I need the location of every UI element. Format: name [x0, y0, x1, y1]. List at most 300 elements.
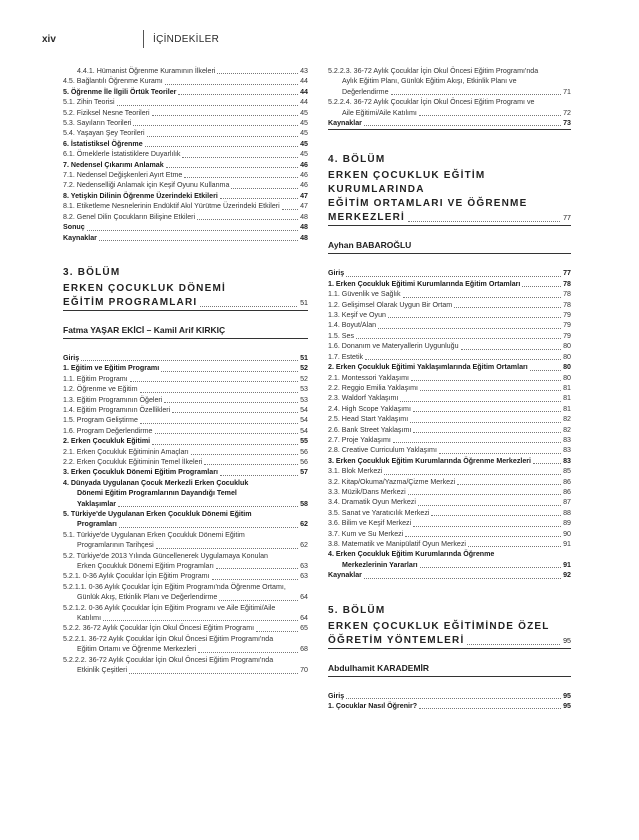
toc-entry: [328, 701, 571, 711]
toc-entry-title: 2.4. High Scope Yaklaşımı: [328, 404, 411, 413]
toc-entry-page: 64: [300, 593, 308, 602]
toc-list: [328, 691, 571, 712]
toc-entry-page: 77: [563, 269, 571, 278]
toc-entry-title: 2.2. Reggio Emilia Yaklaşımı: [328, 383, 419, 392]
dot-leader: [420, 390, 561, 391]
toc-entry: [63, 405, 308, 415]
toc-entry-page: 57: [300, 468, 308, 477]
toc-entry-title: 5. Türkiye'de Uygulanan Erken Çocukluk Dönemi Eğitim: [63, 510, 252, 518]
toc-entry: [63, 222, 308, 232]
toc-entry-title: Erken Çocukluk Dönemi Eğitim Programları: [77, 562, 214, 571]
toc-entry-page: 58: [300, 499, 308, 508]
dot-leader: [413, 411, 561, 412]
dot-leader: [419, 708, 561, 709]
toc-entry-title: Aile Eğitimi/Aile Katılımı: [342, 108, 417, 117]
toc-entry-page: 45: [300, 108, 308, 117]
dot-leader: [178, 94, 298, 95]
toc-entry-page: 78: [563, 279, 571, 288]
dot-leader: [204, 464, 298, 465]
toc-entry: [63, 561, 308, 571]
toc-entry-page: 95: [563, 691, 571, 700]
toc-entry: [63, 530, 308, 540]
toc-entry-page: 62: [300, 541, 308, 550]
toc-entry-title: 5.2.2.3. 36-72 Aylık Çocuklar İçin Okul Öncesi Eğitim Programı'nda: [328, 67, 539, 75]
toc-entry: [63, 395, 308, 405]
toc-entry: [63, 149, 308, 159]
dot-leader: [393, 442, 561, 443]
toc-entry-page: 45: [300, 139, 308, 148]
toc-entry: [63, 139, 308, 149]
toc-entry-title: Programları: [77, 520, 117, 529]
toc-entry-title: 1. Çocuklar Nasıl Öğrenir?: [328, 702, 418, 711]
toc-entry-title: 5.4. Yaşayan Şey Teorileri: [63, 129, 145, 138]
dot-leader: [419, 115, 561, 116]
toc-entry: [63, 374, 308, 384]
toc-entry: [63, 87, 308, 97]
toc-entry-title: Kaynaklar: [328, 119, 362, 128]
toc-entry: [328, 549, 571, 559]
page-title: İÇİNDEKİLER: [153, 34, 220, 45]
chapter-page: 95: [563, 636, 571, 645]
toc-entry-page: 43: [300, 67, 308, 75]
toc-entry-page: 79: [563, 331, 571, 340]
toc-entry: [63, 540, 308, 550]
toc-entry: [328, 362, 571, 372]
toc-entry: [328, 445, 571, 455]
dot-leader: [461, 349, 562, 350]
chapter-number: 5. BÖLÜM: [328, 604, 386, 616]
toc-entry-title: Katılımı: [77, 614, 102, 623]
toc-entry-title: 5.2.1. 0-36 Aylık Çocuklar İçin Eğitim Programı: [63, 572, 210, 581]
chapter-title-line: [328, 634, 571, 649]
toc-entry-page: 65: [300, 624, 308, 633]
dot-leader: [378, 328, 561, 329]
toc-entry: [63, 415, 308, 425]
dot-leader: [152, 444, 298, 445]
toc-entry-title: 3.7. Kum ve Su Merkezi: [328, 529, 404, 538]
toc-entry: [328, 279, 571, 289]
toc-entry: [328, 310, 571, 320]
toc-entry-page: 46: [300, 181, 308, 190]
dot-leader: [182, 157, 298, 158]
toc-entry-page: 80: [563, 373, 571, 382]
dot-leader: [533, 463, 561, 464]
chapter-title: EĞİTİM ORTAMLARI VE ÖĞRENME: [328, 198, 528, 210]
toc-entry-page: 68: [300, 645, 308, 654]
toc-entry-page: 87: [563, 498, 571, 507]
toc-entry: [63, 66, 308, 76]
toc-entry-title: 2. Erken Çocukluk Eğitimi Yaklaşımlarında Eğitim Ortamları: [328, 363, 528, 372]
toc-entry-title: 5.2.2. 36-72 Aylık Çocuklar İçin Okul Öncesi Eğitim Programı: [63, 624, 255, 633]
toc-entry-page: 53: [300, 385, 308, 394]
toc-entry-page: 88: [563, 508, 571, 517]
toc-entry: [63, 436, 308, 446]
toc-entry-page: 52: [300, 364, 308, 373]
toc-entry-title: Etkinlik Çeşitleri: [77, 666, 128, 675]
toc-entry: [328, 487, 571, 497]
toc-entry-page: 63: [300, 572, 308, 581]
toc-entry: [63, 170, 308, 180]
toc-entry: [63, 108, 308, 118]
toc-entry: [328, 300, 571, 310]
dot-leader: [219, 600, 298, 601]
dot-leader: [346, 276, 561, 277]
dot-leader: [130, 381, 298, 382]
toc-entry-title: 6.1. Örneklerle İstatistiklere Duyarlılık: [63, 150, 181, 159]
toc-entry-page: 48: [300, 233, 308, 242]
toc-entry: [63, 384, 308, 394]
toc-entry-title: 1.4. Eğitim Programının Özellikleri: [63, 405, 171, 414]
toc-entry-title: 5.2.1.1. 0-36 Aylık Çocuklar İçin Eğitim Programı'nda Öğrenme Ortamı,: [63, 582, 286, 591]
toc-entry-title: 2.7. Proje Yaklaşımı: [328, 435, 391, 444]
dot-leader: [129, 673, 298, 674]
toc-entry-page: 72: [563, 108, 571, 117]
toc-entry-title: 2.1. Erken Çocukluk Eğitiminin Amaçları: [63, 447, 189, 456]
dot-leader: [81, 360, 298, 361]
toc-entry-title: Yaklaşımlar: [77, 499, 117, 508]
toc-entry-page: 83: [563, 456, 571, 465]
toc-entry: [328, 404, 571, 414]
chapter-title: MERKEZLERİ: [328, 212, 405, 224]
toc-entry: [328, 352, 571, 362]
toc-entry-title: 1. Erken Çocukluk Eğitimi Kurumlarında Eğitim Ortamları: [328, 279, 521, 288]
dot-leader: [220, 198, 298, 199]
dot-leader: [418, 505, 561, 506]
toc-entry-page: 53: [300, 395, 308, 404]
toc-entry-page: 62: [300, 520, 308, 529]
header-divider: [143, 30, 144, 48]
toc-entry: [328, 570, 571, 580]
chapter-number: 4. BÖLÜM: [328, 154, 386, 166]
chapter-title-line: [63, 296, 308, 311]
toc-entry-page: 45: [300, 150, 308, 159]
dot-leader: [155, 433, 299, 434]
toc-entry-page: 91: [563, 560, 571, 569]
chapter-title: EĞİTİM PROGRAMLARI: [63, 296, 198, 308]
toc-entry: [63, 467, 308, 477]
toc-entry-page: 54: [300, 405, 308, 414]
dot-leader: [184, 177, 298, 178]
toc-list: [328, 66, 571, 130]
toc-entry: [328, 393, 571, 403]
toc-entry-title: 7.1. Nedensel Değişkenleri Ayırt Etme: [63, 171, 183, 180]
toc-entry: [63, 623, 308, 633]
toc-entry-title: 2.6. Bank Street Yaklaşımı: [328, 425, 412, 434]
toc-entry-title: Merkezlerinin Yararları: [342, 560, 418, 569]
dot-leader: [191, 454, 298, 455]
chapter-title: ERKEN ÇOCUKLUK EĞİTİMİNDE ÖZEL: [328, 620, 550, 632]
toc-entry: [328, 456, 571, 466]
toc-entry-title: 1. Eğitim ve Eğitim Programı: [63, 364, 160, 373]
toc-entry: [63, 499, 308, 509]
toc-entry-title: 5.1. Zihin Teorisi: [63, 98, 115, 107]
toc-entry-title: 4. Erken Çocukluk Eğitim Kurumlarında Öğrenme: [328, 550, 495, 559]
toc-entry-page: 86: [563, 487, 571, 496]
dot-leader: [408, 494, 561, 495]
toc-entry-page: 71: [563, 87, 571, 96]
chapter-page: 77: [563, 214, 571, 223]
toc-entry-page: 44: [300, 77, 308, 86]
toc-entry: [328, 497, 571, 507]
toc-entry-page: 46: [300, 171, 308, 180]
toc-entry-title: 2.5. Head Start Yaklaşımı: [328, 415, 409, 424]
toc-entry: [63, 233, 308, 243]
toc-entry: [328, 268, 571, 278]
toc-entry-title: 1.3. Eğitim Programının Öğeleri: [63, 395, 163, 404]
dot-leader: [410, 422, 561, 423]
toc-entry-title: 1.2. Öğrenme ve Eğitim: [63, 385, 138, 394]
toc-entry-title: 1.5. Ses: [328, 331, 355, 340]
toc-entry-title: Programlarının Tarihçesi: [77, 541, 154, 550]
toc-entry-page: 51: [300, 353, 308, 362]
toc-entry-page: 95: [563, 702, 571, 711]
toc-entry-title: 6. İstatistiksel Öğrenme: [63, 139, 143, 148]
chapter-title: ERKEN ÇOCUKLUK EĞİTİM KURUMLARINDA: [328, 170, 486, 196]
toc-entry-title: Giriş: [328, 691, 345, 700]
dot-leader: [166, 167, 298, 168]
toc-entry-page: 44: [300, 87, 308, 96]
toc-entry: [328, 518, 571, 528]
toc-entry: [328, 508, 571, 518]
toc-entry: [328, 691, 571, 701]
toc-entry: [328, 539, 571, 549]
toc-entry: [63, 191, 308, 201]
toc-entry-title: Giriş: [63, 353, 80, 362]
toc-entry-title: Eğitim Ortamı ve Öğrenme Merkezleri: [77, 645, 197, 654]
toc-entry-title: 1.1. Güvenlik ve Sağlık: [328, 290, 401, 299]
toc-entry: [63, 478, 308, 488]
toc-entry: [328, 320, 571, 330]
toc-entry-title: 4. Dünyada Uygulanan Çocuk Merkezli Erken Çocukluk: [63, 478, 249, 487]
toc-entry-page: 48: [300, 212, 308, 221]
dot-leader: [413, 526, 561, 527]
chapter-authors: Abdulhamit KARADEMİR: [328, 663, 571, 677]
dot-leader: [413, 432, 561, 433]
toc-entry: [328, 560, 571, 570]
toc-entry-page: 89: [563, 519, 571, 528]
toc-entry-page: 54: [300, 426, 308, 435]
toc-entry-page: 82: [563, 425, 571, 434]
toc-entry-title: 3.8. Matematik ve Manipülatif Oyun Merkezi: [328, 540, 466, 548]
toc-entry-title: 2.3. Waldorf Yaklaşımı: [328, 394, 399, 403]
toc-entry-title: 3.1. Blok Merkezi: [328, 467, 383, 476]
toc-entry: [63, 180, 308, 190]
dot-leader: [403, 297, 562, 298]
toc-entry: [63, 488, 308, 498]
toc-entry-page: 80: [563, 352, 571, 361]
dot-leader: [145, 146, 298, 147]
dot-leader: [119, 527, 298, 528]
toc-entry-page: 78: [563, 300, 571, 309]
toc-entry-title: Günlük Akış, Etkinlik Planı ve Değerlendirme: [77, 593, 218, 602]
toc-left-column: [63, 66, 308, 676]
toc-entry-page: 44: [300, 98, 308, 107]
toc-entry: [63, 655, 308, 665]
toc-entry: [63, 603, 308, 613]
dot-leader: [522, 286, 561, 287]
dot-leader: [364, 578, 561, 579]
toc-entry: [328, 97, 571, 107]
dot-leader: [282, 209, 298, 210]
toc-entry-title: 8.2. Genel Dilin Çocukların Bilişine Etkileri: [63, 212, 196, 221]
chapter-5: [328, 605, 571, 712]
toc-entry-title: Giriş: [328, 269, 345, 278]
chapter-title-line: [328, 197, 571, 211]
toc-entry: [328, 108, 571, 118]
dot-leader: [99, 240, 298, 241]
toc-entry-title: Kaynaklar: [63, 233, 97, 242]
chapter-title-line: [328, 211, 571, 226]
toc-entry-page: 91: [563, 540, 571, 548]
dot-leader: [161, 371, 298, 372]
dot-leader: [118, 506, 298, 507]
toc-entry-title: 3.6. Bilim ve Keşif Merkezi: [328, 519, 412, 528]
toc-entry-title: 1.7. Estetik: [328, 352, 364, 361]
toc-entry-page: 54: [300, 416, 308, 425]
toc-entry-page: 82: [563, 415, 571, 424]
toc-entry-title: 2.8. Creative Curriculum Yaklaşımı: [328, 446, 437, 455]
toc-entry-title: 7. Nedensel Çıkarımı Anlamak: [63, 160, 164, 169]
dot-leader: [400, 401, 561, 402]
dot-leader: [468, 546, 561, 547]
toc-entry: [328, 383, 571, 393]
toc-entry: [328, 425, 571, 435]
toc-entry: [63, 457, 308, 467]
dot-leader: [346, 698, 561, 699]
chapter-title: ÖĞRETİM YÖNTEMLERİ: [328, 634, 465, 646]
toc-entry-title: 1.3. Keşif ve Oyun: [328, 311, 386, 320]
toc-entry-title: 7.2. Nedenselliği Anlamak için Keşif Oyunu Kullanma: [63, 181, 230, 190]
toc-entry-page: 73: [563, 119, 571, 128]
toc-entry: [328, 331, 571, 341]
dot-leader: [165, 84, 298, 85]
dot-leader: [198, 652, 298, 653]
toc-entry-page: 55: [300, 437, 308, 446]
chapter-authors: Fatma YAŞAR EKİCİ – Kamil Arif KIRKIÇ: [63, 325, 308, 339]
toc-entry-page: 80: [563, 342, 571, 351]
toc-list: [63, 353, 308, 676]
page-number: xiv: [42, 34, 56, 45]
toc-entry-title: 1.2. Gelişimsel Olarak Uygun Bir Ortam: [328, 300, 453, 309]
toc-entry: [328, 76, 571, 86]
toc-entry: [63, 665, 308, 675]
toc-entry-title: 1.4. Boyut/Alan: [328, 321, 377, 330]
dot-leader: [411, 380, 561, 381]
chapter-title-line: [328, 169, 571, 197]
dot-leader: [197, 219, 298, 220]
toc-entry-page: 81: [563, 394, 571, 403]
chapter-3: [63, 267, 308, 676]
toc-entry-page: 48: [300, 223, 308, 232]
toc-entry-page: 90: [563, 529, 571, 538]
toc-entry-page: 45: [300, 129, 308, 138]
toc-entry-page: 56: [300, 457, 308, 466]
toc-entry: [63, 634, 308, 644]
toc-entry-title: 3. Erken Çocukluk Eğitim Kurumlarında Öğrenme Merkezleri: [328, 456, 532, 465]
toc-entry: [63, 592, 308, 602]
toc-entry-page: 78: [563, 290, 571, 299]
toc-entry-title: 5.2.2.2. 36-72 Aylık Çocuklar İçin Okul Öncesi Eğitim Programı'nda: [63, 655, 274, 664]
toc-entry-page: 45: [300, 119, 308, 128]
toc-entry-title: 5.2. Türkiye'de 2013 Yılında Güncellenerek Uygulamaya Konulan: [63, 551, 268, 560]
toc-entry: [63, 201, 308, 211]
toc-entry: [328, 341, 571, 351]
dot-leader: [133, 125, 298, 126]
dot-leader: [140, 392, 299, 393]
dot-leader: [140, 423, 298, 424]
toc-entry: [63, 212, 308, 222]
chapter-authors: Ayhan BABAROĞLU: [328, 240, 571, 254]
dot-leader: [156, 548, 298, 549]
dot-leader: [152, 115, 299, 116]
toc-entry: [63, 447, 308, 457]
toc-entry: [328, 373, 571, 383]
chapter-page: 51: [300, 298, 308, 307]
chapter-4: [328, 154, 571, 580]
dot-leader: [216, 568, 298, 569]
dot-leader: [405, 536, 561, 537]
dot-leader: [439, 453, 561, 454]
toc-entry-page: 47: [300, 202, 308, 211]
toc-entry: [328, 87, 571, 97]
toc-entry-title: 3. Erken Çocukluk Dönemi Eğitim Programları: [63, 468, 218, 477]
toc-entry: [328, 477, 571, 487]
toc-right-column: [328, 66, 571, 711]
toc-entry-page: 86: [563, 477, 571, 486]
dot-leader: [365, 359, 561, 360]
dot-leader: [391, 94, 562, 95]
toc-entry-title: 3.4. Dramatik Oyun Merkezi: [328, 498, 416, 507]
dot-leader: [164, 402, 298, 403]
toc-entry: [63, 363, 308, 373]
toc-list: [63, 66, 308, 243]
toc-entry: [63, 128, 308, 138]
toc-entry-page: 83: [563, 446, 571, 455]
chapter-title-line: [328, 620, 571, 634]
toc-entry: [63, 551, 308, 561]
dot-leader: [364, 125, 561, 126]
dot-leader: [103, 620, 298, 621]
toc-entry-title: 5.2.1.2. 0-36 Aylık Çocuklar İçin Eğitim Programı ve Aile Eğitimi/Aile: [63, 603, 276, 612]
dot-leader: [530, 370, 561, 371]
toc-entry: [328, 66, 571, 76]
toc-entry: [63, 582, 308, 592]
toc-entry: [63, 353, 308, 363]
chapter-number: 3. BÖLÜM: [63, 266, 121, 278]
toc-entry: [63, 644, 308, 654]
dot-leader: [231, 188, 298, 189]
toc-entry-title: 1.5. Program Geliştirme: [63, 416, 138, 425]
toc-entry: [63, 613, 308, 623]
toc-entry-page: 63: [300, 562, 308, 571]
toc-list: [328, 268, 571, 580]
dot-leader: [457, 484, 561, 485]
dot-leader: [217, 73, 298, 74]
toc-entry-page: 56: [300, 447, 308, 456]
chapter-title-line: [63, 282, 308, 296]
toc-entry-page: 64: [300, 614, 308, 623]
toc-entry-title: 1.6. Program Değerlendirme: [63, 426, 153, 435]
toc-entry-title: Sonuç: [63, 223, 85, 232]
toc-entry-title: 5.3. Sayıların Teorileri: [63, 119, 132, 128]
toc-entry: [63, 426, 308, 436]
dot-leader: [256, 631, 298, 632]
toc-entry-title: 4.4.1. Hümanist Öğrenme Kuramının İlkeleri: [77, 67, 216, 75]
toc-entry-page: 83: [563, 435, 571, 444]
toc-entry: [328, 118, 571, 128]
toc-entry-page: 70: [300, 666, 308, 675]
toc-entry-title: 2. Erken Çocukluk Eğitimi: [63, 437, 151, 446]
